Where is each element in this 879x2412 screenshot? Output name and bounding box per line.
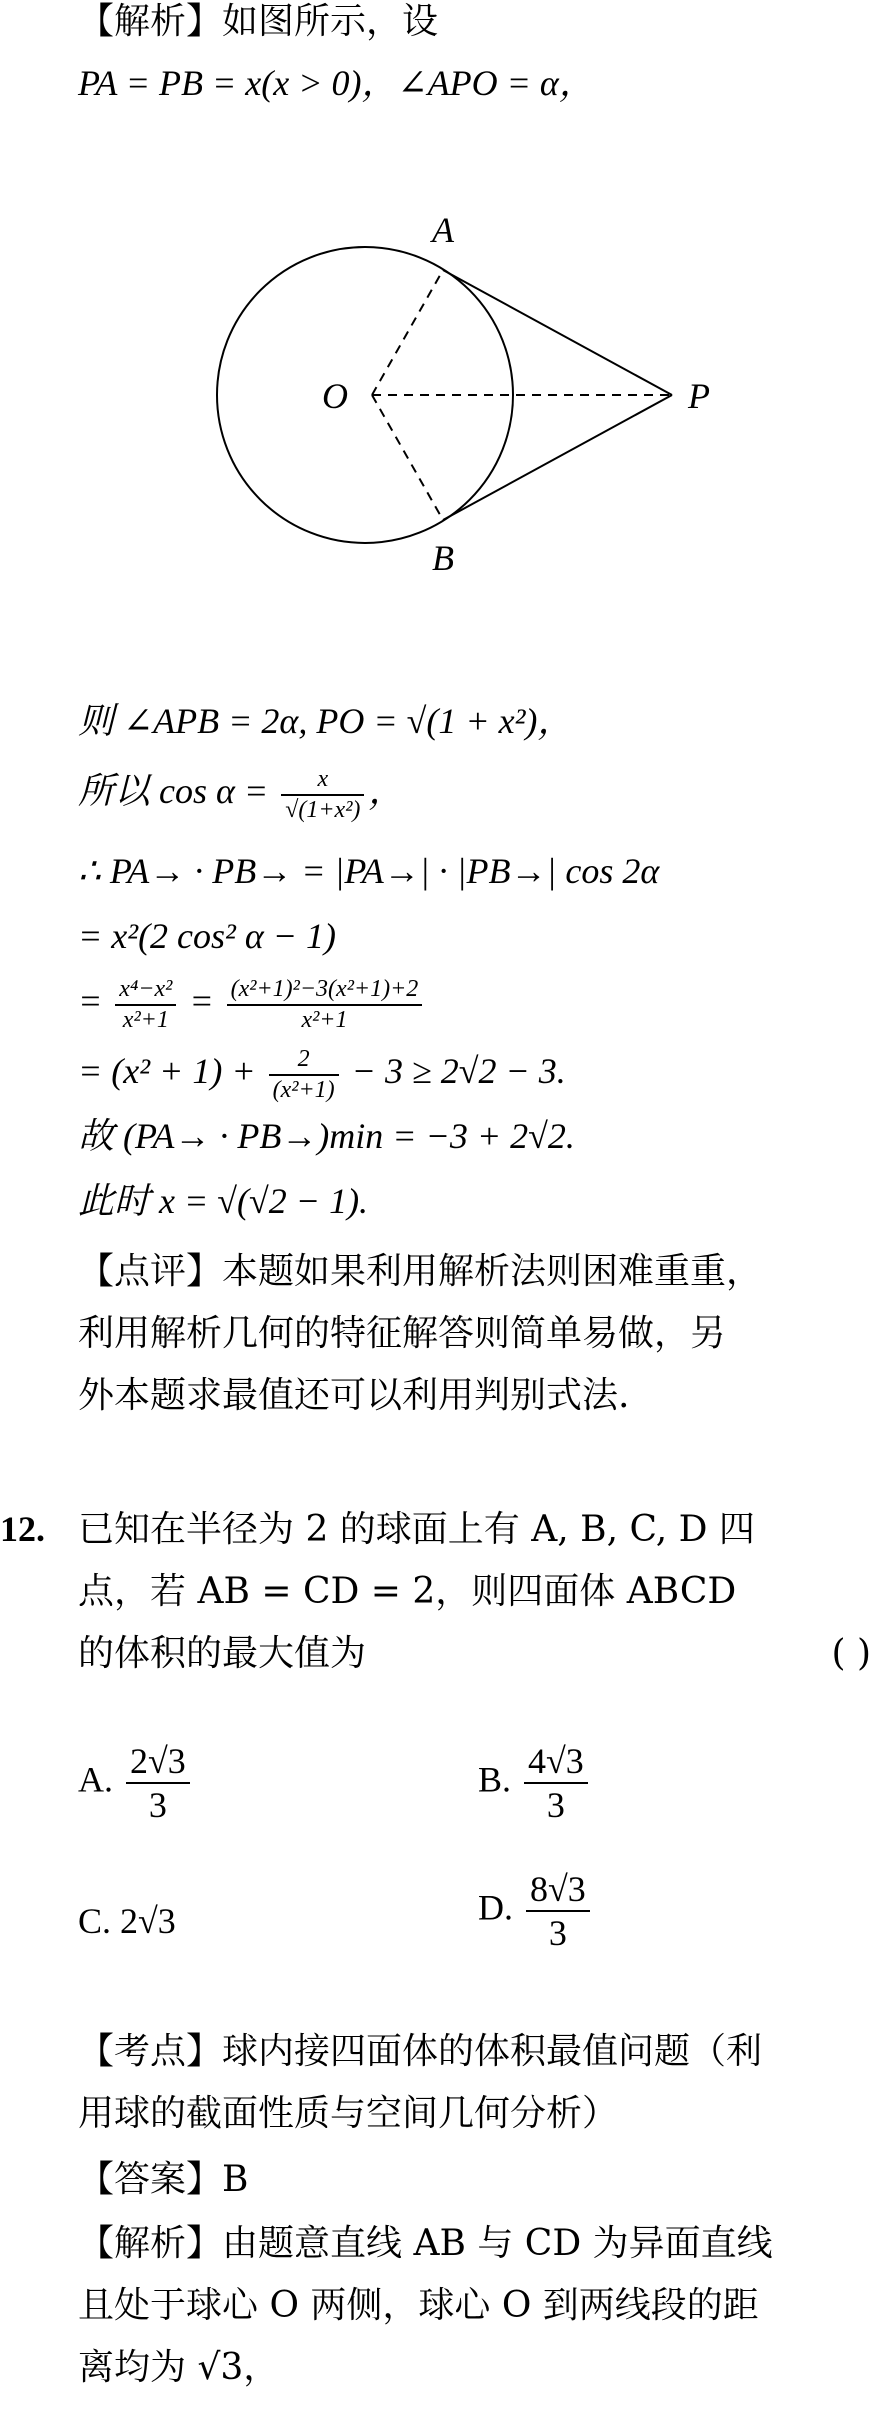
option-d-label: D. xyxy=(478,1887,513,1928)
dot-product-line: ∴ PA→ · PB→ = |PA→| · |PB→| cos 2α xyxy=(78,851,660,891)
ineq-den: (x²+1) xyxy=(272,1076,335,1103)
analysis-heading: 【解析】如图所示，设 xyxy=(78,1,439,42)
ineq-fraction xyxy=(269,1045,339,1105)
inequality-line xyxy=(78,1045,566,1105)
option-c-label: C. xyxy=(78,1901,112,1941)
solution-line-1: 【解析】由题意直线 AB 与 CD 为异面直线 xyxy=(78,2223,773,2264)
fraction-two-den: x²+1 xyxy=(301,1006,348,1033)
fraction-one-num: x⁴−x² xyxy=(115,975,176,1006)
comment-line-1: 【点评】本题如果利用解析法则困难重重， xyxy=(78,1251,763,1292)
question-number: 12. xyxy=(0,1509,45,1549)
fraction-two-num: (x²+1)²−3(x²+1)+2 xyxy=(227,975,423,1006)
ineq-suffix: − 3 ≥ 2√2 − 3. xyxy=(342,1051,566,1092)
cos-den: √(1+x²) xyxy=(285,796,361,823)
comment-line-2: 利用解析几何的特征解答则简单易做，另 xyxy=(78,1313,727,1354)
option-a-label: A. xyxy=(78,1759,113,1800)
label-o: O xyxy=(322,376,348,416)
cos-alpha-line xyxy=(78,765,404,825)
fraction-two xyxy=(227,975,423,1035)
tangent-pa xyxy=(443,270,672,395)
solution-line-2: 且处于球心 O 两侧，球心 O 到两线段的距 xyxy=(78,2285,759,2326)
fraction-one xyxy=(115,975,176,1035)
option-b-label: B. xyxy=(478,1759,512,1800)
option-c xyxy=(78,1900,176,1942)
option-d-den: 3 xyxy=(548,1913,567,1953)
radius-ob xyxy=(372,395,443,520)
cos-suffix: ， xyxy=(368,771,405,812)
setup-equation: PA = PB = x(x > 0)，∠APO = α， xyxy=(78,63,595,103)
fraction-eq: = xyxy=(180,981,223,1022)
ineq-prefix: = (x² + 1) + xyxy=(78,1051,265,1092)
cos-prefix: 所以 cos α = xyxy=(78,771,278,812)
ineq-num: 2 xyxy=(269,1045,339,1076)
fraction-one-den: x²+1 xyxy=(122,1006,169,1033)
label-a: A xyxy=(432,210,454,250)
option-a-den: 3 xyxy=(148,1785,167,1825)
cos-num: x xyxy=(281,765,364,796)
knowledge-point-1: 【考点】球内接四面体的体积最值问题（利 xyxy=(78,2031,763,2072)
answer-bracket: ( ) xyxy=(831,1633,871,1674)
question-line-3: 的体积的最大值为 xyxy=(78,1633,367,1674)
option-d-fraction xyxy=(526,1868,590,1954)
radius-oa xyxy=(372,270,443,395)
option-b-fraction xyxy=(524,1740,588,1826)
question-line-1: 已知在半径为 2 的球面上有 A, B, C, D 四 xyxy=(78,1509,755,1550)
option-c-value: 2√3 xyxy=(120,1901,176,1941)
answer-line: 【答案】B xyxy=(78,2159,249,2200)
option-b xyxy=(478,1740,592,1826)
option-a-num: 2√3 xyxy=(126,1740,190,1784)
angle-statement: 则 ∠APB = 2α, PO = √(1 + x²)， xyxy=(78,701,574,741)
label-b: B xyxy=(432,538,454,578)
question-line-2: 点，若 AB = CD = 2，则四面体 ABCD xyxy=(78,1571,737,1612)
option-b-num: 4√3 xyxy=(524,1740,588,1784)
option-d-num: 8√3 xyxy=(526,1868,590,1912)
option-a xyxy=(78,1740,194,1826)
option-a-fraction xyxy=(126,1740,190,1826)
option-d xyxy=(478,1868,594,1954)
tangent-figure xyxy=(0,200,879,620)
x-value-line: 此时 x = √(√2 − 1). xyxy=(78,1181,369,1221)
option-b-den: 3 xyxy=(546,1785,565,1825)
expand-line: = x²(2 cos² α − 1) xyxy=(78,916,337,956)
knowledge-point-2: 用球的截面性质与空间几何分析） xyxy=(78,2093,619,2134)
tangent-pb xyxy=(443,395,672,520)
comment-line-3: 外本题求最值还可以利用判别式法. xyxy=(78,1375,630,1416)
cos-fraction xyxy=(281,765,364,825)
fraction-line xyxy=(78,975,426,1035)
fraction-prefix: = xyxy=(78,981,112,1022)
label-p: P xyxy=(688,376,710,416)
solution-line-3: 离均为 √3， xyxy=(78,2347,280,2388)
minimum-line: 故 (PA→ · PB→)min = −3 + 2√2. xyxy=(78,1116,575,1156)
